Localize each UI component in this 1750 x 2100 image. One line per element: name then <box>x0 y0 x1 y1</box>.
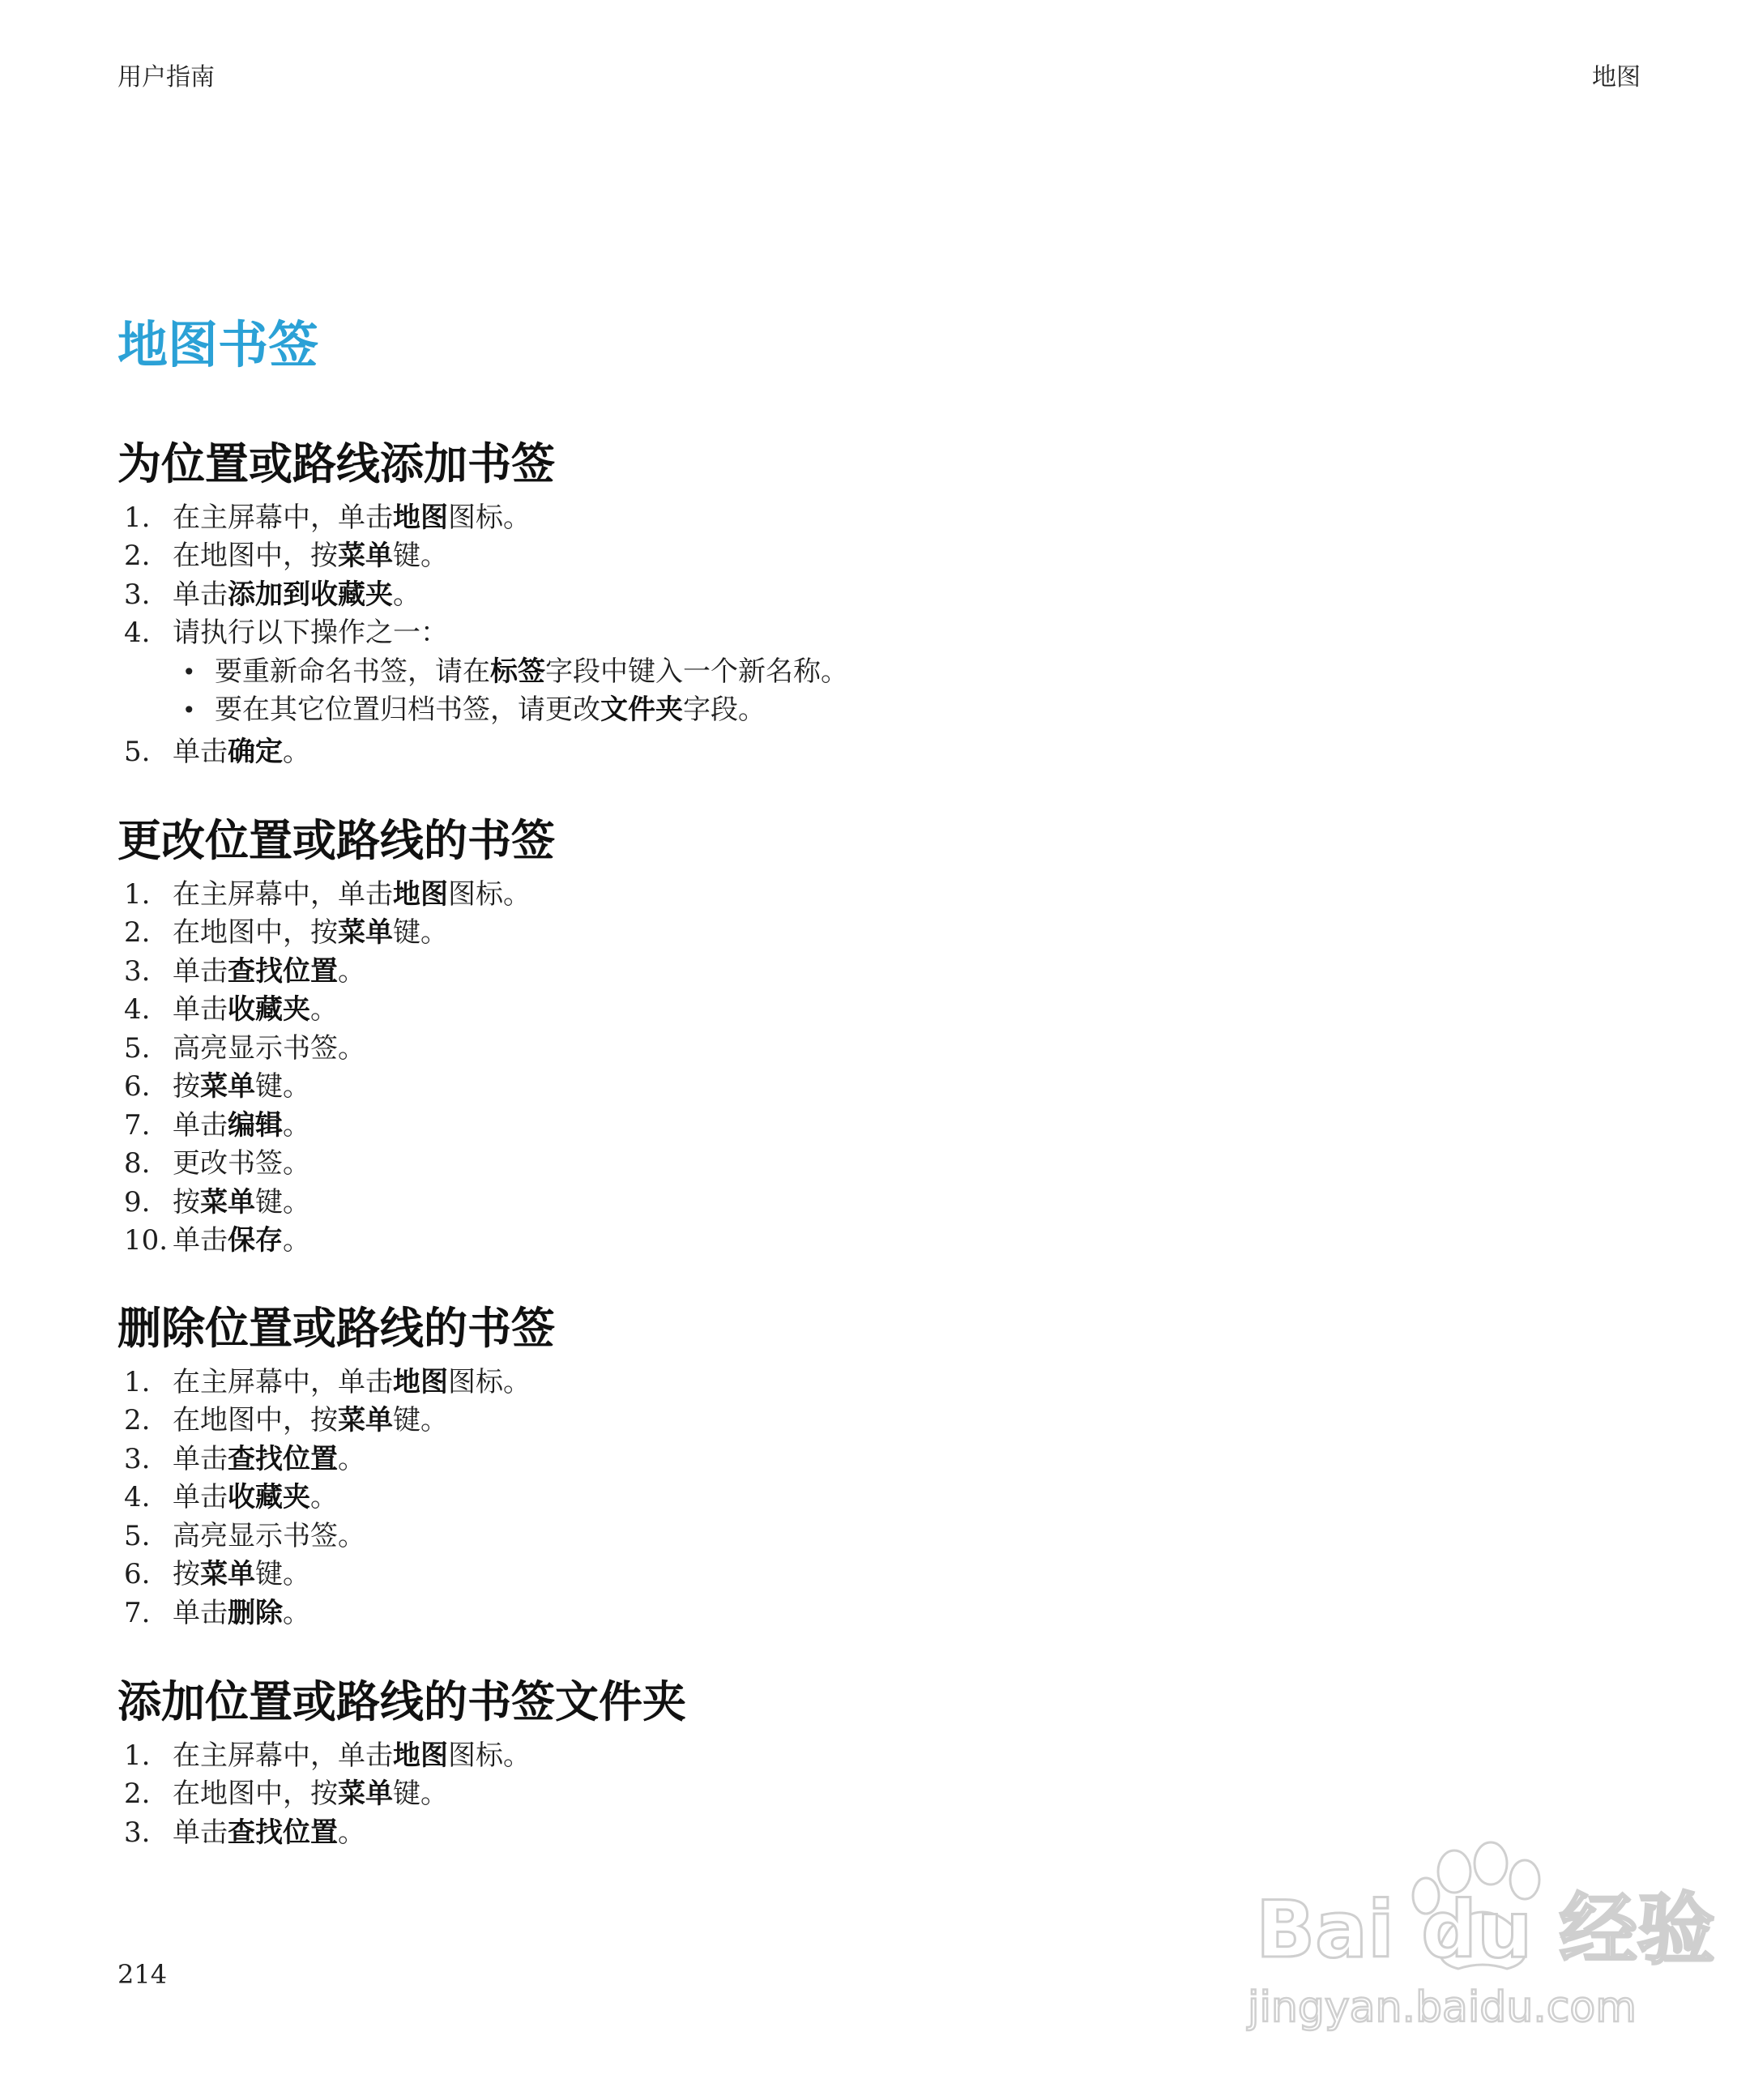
ui-term: 收藏夹 <box>228 993 310 1027</box>
step-number: 7. <box>124 1108 151 1142</box>
step-text: 单击 <box>173 1596 228 1629</box>
step-number: 5. <box>124 735 151 768</box>
section-add-folder <box>117 1676 1641 1852</box>
step-number: 2. <box>124 540 151 573</box>
step-item <box>117 914 1641 953</box>
section-heading: 添加位置或路线的书签文件夹 <box>117 1676 686 1727</box>
ui-term: 编辑 <box>228 1108 283 1142</box>
step-number: 3. <box>124 578 151 611</box>
step-number: 1. <box>124 501 151 534</box>
step-text: 在地图中，按 <box>173 916 338 950</box>
steps-list <box>117 876 1641 1261</box>
step-item <box>117 1402 1641 1441</box>
step-item <box>117 1556 1641 1594</box>
step-text: 键。 <box>255 1558 310 1591</box>
step-text: 要在其它位置归档书签，请更改 <box>215 694 600 727</box>
step-item <box>117 1145 1641 1184</box>
step-text: 键。 <box>393 1404 448 1437</box>
step-item <box>117 614 1641 733</box>
page-title: 地图书签 <box>117 315 319 374</box>
steps-list <box>117 1364 1641 1633</box>
steps-list <box>117 499 1641 772</box>
step-number: 4. <box>124 1481 151 1514</box>
step-text: 单击 <box>173 1224 228 1257</box>
step-text: 单击 <box>173 1108 228 1142</box>
watermark-url: jingyan.baidu.com <box>1248 1983 1637 2032</box>
step-text: 单击 <box>173 735 228 768</box>
step-number: 1. <box>124 1739 151 1772</box>
section-heading: 更改位置或路线的书签 <box>117 815 555 866</box>
step-item <box>117 991 1641 1030</box>
ui-term: 地图 <box>393 1739 448 1772</box>
step-text: 在主屏幕中，单击 <box>173 1739 393 1772</box>
ui-term: 收藏夹 <box>228 1481 310 1514</box>
ui-term: 地图 <box>393 877 448 911</box>
step-text: 。 <box>338 954 365 988</box>
section-heading: 为位置或路线添加书签 <box>117 438 555 489</box>
step-number: 9. <box>124 1185 151 1219</box>
step-item <box>117 1517 1641 1556</box>
ui-term: 查找位置 <box>228 1816 338 1849</box>
step-number: 1. <box>124 877 151 911</box>
step-text: 请执行以下操作之一： <box>173 617 448 650</box>
bullet-icon: • <box>182 697 196 724</box>
step-text: 单击 <box>173 954 228 988</box>
page-number: 214 <box>117 1959 168 1990</box>
header-left: 用户指南 <box>117 63 215 92</box>
step-item <box>117 1775 1641 1814</box>
step-number: 2. <box>124 916 151 950</box>
watermark-brand: Bai du 经验 <box>1256 1884 1715 1975</box>
sub-item <box>173 691 1641 730</box>
step-text: 在地图中，按 <box>173 1404 338 1437</box>
step-text: 单击 <box>173 1816 228 1849</box>
step-item <box>117 1441 1641 1479</box>
step-text: 字段中键入一个新名称。 <box>545 655 848 688</box>
ui-term: 菜单 <box>200 1558 255 1591</box>
step-text: 。 <box>283 1108 310 1142</box>
step-number: 3. <box>124 954 151 988</box>
step-text: 。 <box>393 578 420 611</box>
step-item <box>117 1222 1641 1261</box>
step-number: 6. <box>124 1070 151 1103</box>
step-number: 2. <box>124 1778 151 1811</box>
step-text: 高亮显示书签。 <box>173 1519 365 1552</box>
step-item <box>117 1184 1641 1223</box>
ui-term: 保存 <box>228 1224 283 1257</box>
section-add-bookmark <box>117 438 1641 771</box>
step-text: 图标。 <box>448 501 531 534</box>
ui-term: 添加到收藏夹 <box>228 578 393 611</box>
step-number: 2. <box>124 1404 151 1437</box>
ui-term: 菜单 <box>200 1070 255 1103</box>
step-number: 3. <box>124 1442 151 1475</box>
step-item <box>117 537 1641 576</box>
step-number: 6. <box>124 1558 151 1591</box>
step-text: 要重新命名书签，请在 <box>215 655 490 688</box>
step-text: 键。 <box>393 916 448 950</box>
step-item <box>117 1737 1641 1776</box>
step-item <box>117 1030 1641 1069</box>
step-item <box>117 576 1641 615</box>
step-number: 8. <box>124 1147 151 1180</box>
step-text: 键。 <box>255 1185 310 1219</box>
step-text: 高亮显示书签。 <box>173 1031 365 1065</box>
step-text: 图标。 <box>448 1365 531 1398</box>
bullet-icon: • <box>182 658 196 685</box>
ui-term: 菜单 <box>338 540 393 573</box>
step-text: 。 <box>283 1596 310 1629</box>
ui-term: 菜单 <box>338 1778 393 1811</box>
step-text: 在主屏幕中，单击 <box>173 501 393 534</box>
step-item <box>117 876 1641 915</box>
ui-term: 查找位置 <box>228 1442 338 1475</box>
step-text: 。 <box>310 993 338 1027</box>
step-text: 在主屏幕中，单击 <box>173 1365 393 1398</box>
ui-term: 查找位置 <box>228 954 338 988</box>
step-text: 单击 <box>173 993 228 1027</box>
step-item <box>117 1594 1641 1633</box>
step-text: 在地图中，按 <box>173 540 338 573</box>
step-item <box>117 1107 1641 1146</box>
step-text: 键。 <box>255 1070 310 1103</box>
step-item <box>117 1479 1641 1517</box>
step-number: 1. <box>124 1365 151 1398</box>
step-number: 5. <box>124 1519 151 1552</box>
step-text: 。 <box>338 1442 365 1475</box>
step-item <box>117 1364 1641 1402</box>
step-item <box>117 733 1641 772</box>
step-text: 按 <box>173 1070 200 1103</box>
step-item <box>117 499 1641 538</box>
baidu-watermark-logo <box>1248 1839 1715 2042</box>
step-text: 。 <box>310 1481 338 1514</box>
ui-term: 删除 <box>228 1596 283 1629</box>
step-text: 单击 <box>173 1481 228 1514</box>
step-item <box>117 1068 1641 1107</box>
step-text: 单击 <box>173 1442 228 1475</box>
ui-term: 文件夹 <box>600 694 683 727</box>
ui-term: 菜单 <box>338 1404 393 1437</box>
ui-term: 地图 <box>393 1365 448 1398</box>
ui-term: 确定 <box>228 735 283 768</box>
step-number: 3. <box>124 1816 151 1849</box>
step-item <box>117 953 1641 992</box>
step-text: 字段。 <box>683 694 766 727</box>
step-number: 7. <box>124 1596 151 1629</box>
section-delete-bookmark <box>117 1303 1641 1633</box>
step-text: 键。 <box>393 540 448 573</box>
header-right: 地图 <box>1592 63 1641 92</box>
step-text: 图标。 <box>448 1739 531 1772</box>
step-number: 4. <box>124 617 151 650</box>
step-text: 键。 <box>393 1778 448 1811</box>
step-number: 4. <box>124 993 151 1027</box>
section-heading: 删除位置或路线的书签 <box>117 1303 555 1354</box>
step-text: 在地图中，按 <box>173 1778 338 1811</box>
steps-list <box>117 1737 1641 1853</box>
step-text: 按 <box>173 1185 200 1219</box>
step-text: 在主屏幕中，单击 <box>173 877 393 911</box>
sub-item <box>173 653 1641 692</box>
step-text: 。 <box>283 1224 310 1257</box>
step-text: 单击 <box>173 578 228 611</box>
step-text: 。 <box>283 735 310 768</box>
step-number: 10. <box>124 1224 169 1257</box>
step-text: 按 <box>173 1558 200 1591</box>
step-text: 。 <box>338 1816 365 1849</box>
ui-term: 菜单 <box>338 916 393 950</box>
step-text: 更改书签。 <box>173 1147 310 1180</box>
step-text: 图标。 <box>448 877 531 911</box>
step-number: 5. <box>124 1031 151 1065</box>
ui-term: 菜单 <box>200 1185 255 1219</box>
ui-term: 标签 <box>490 655 545 688</box>
sub-list <box>173 653 1641 733</box>
section-change-bookmark <box>117 815 1641 1261</box>
ui-term: 地图 <box>393 501 448 534</box>
